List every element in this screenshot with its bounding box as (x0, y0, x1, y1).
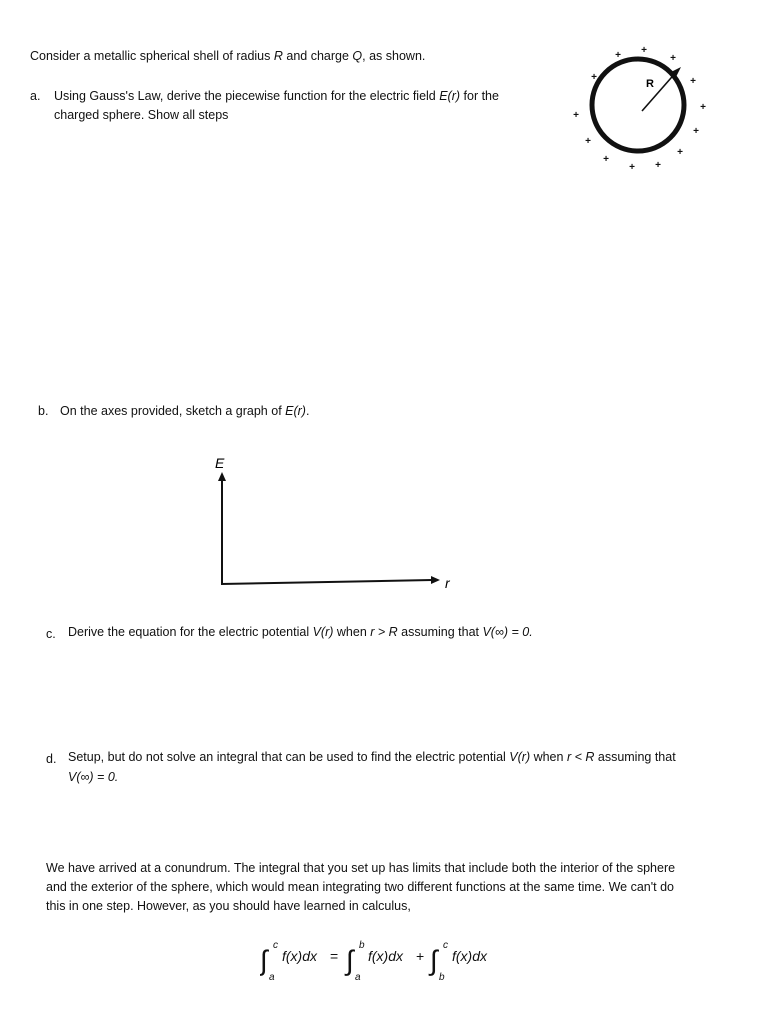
part-d-label: d. (46, 752, 57, 766)
part-c-func: V(r) (312, 625, 334, 639)
part-a-l1-pre: Using Gauss's Law, derive the piecewise function for the electric field (54, 89, 440, 103)
sphere-shell (592, 59, 684, 151)
charge-plus: + (629, 162, 635, 173)
x-axis (221, 580, 432, 584)
part-d-condition: r < R (566, 750, 595, 764)
charge-plus: + (670, 53, 676, 64)
closing-line-1: We have arrived at a conundrum. The integral that you set up has limits that include both the interior of the sphere (46, 861, 676, 875)
charge-plus: + (655, 160, 661, 171)
charge-plus: + (677, 147, 683, 158)
y-axis-arrowhead (218, 472, 226, 481)
part-c-condition: r > R (370, 625, 398, 639)
charge-plus: + (585, 136, 591, 147)
part-c-boundary: V(∞) = 0. (482, 625, 533, 639)
upper-limit: c (443, 940, 448, 951)
part-a-line-1 (54, 88, 499, 105)
intro-mid: and charge (282, 49, 353, 63)
integrand: f(x)dx (452, 948, 487, 964)
charge-plus: + (591, 72, 597, 83)
charge-plus: + (700, 102, 706, 113)
intro-pre: Consider a metallic spherical shell of radius (30, 49, 274, 63)
part-c-mid: when (333, 625, 371, 639)
graph-axes (200, 450, 460, 595)
part-a-l1-post: for the (460, 89, 499, 103)
intro-radius-symbol: R (273, 49, 283, 63)
x-axis-label: r (445, 575, 450, 591)
upper-limit: c (273, 940, 278, 951)
part-d-line-1 (68, 749, 676, 766)
part-d-l1-pre: Setup, but do not solve an integral that can be used to find the electric potential (68, 750, 510, 764)
part-b-func: E(r) (285, 404, 306, 418)
y-axis-label: E (215, 455, 225, 471)
part-a-func: E(r) (439, 89, 461, 103)
part-b-pre: On the axes provided, sketch a graph of (60, 404, 286, 418)
intro-post: , as shown. (362, 49, 426, 63)
part-c-line (68, 624, 533, 641)
charge-plus: + (615, 50, 621, 61)
integrand: f(x)dx (282, 948, 317, 964)
closing-line-2: and the exterior of the sphere, which would mean integrating two different functions at the same time. We can't do (46, 880, 674, 894)
intro-text (30, 48, 425, 65)
part-a-line-2: charged sphere. Show all steps (54, 108, 229, 122)
equals-sign: = (330, 948, 339, 964)
part-d-func: V(r) (509, 750, 531, 764)
part-d-l1-mid: when (530, 750, 567, 764)
radius-line (642, 70, 678, 111)
closing-line-3: this in one step. However, as you should have learned in calculus, (46, 899, 411, 913)
part-b-label: b. (38, 404, 49, 418)
part-a-label: a. (30, 89, 41, 103)
integral-sign: ∫ (260, 945, 268, 976)
part-d-line-2: V(∞) = 0. (68, 770, 119, 784)
charge-plus: + (690, 76, 696, 87)
part-d-l1-post: assuming that (594, 750, 676, 764)
charge-plus: + (641, 45, 647, 56)
part-c-pre: Derive the equation for the electric potential (68, 625, 313, 639)
integral-sign: ∫ (346, 945, 354, 976)
charged-sphere-diagram (560, 40, 720, 175)
intro-charge-symbol: Q (352, 49, 363, 63)
lower-limit: b (439, 972, 445, 983)
radius-label: R (646, 78, 654, 90)
charge-plus: + (573, 110, 579, 121)
part-c-label: c. (46, 627, 56, 641)
part-b-line (60, 403, 309, 420)
lower-limit: a (269, 972, 275, 983)
lower-limit: a (355, 972, 361, 983)
charge-plus: + (603, 154, 609, 165)
upper-limit: b (359, 940, 365, 951)
integral-equation (260, 936, 560, 986)
charge-plus: + (693, 126, 699, 137)
x-axis-arrowhead (431, 576, 440, 584)
integrand: f(x)dx (368, 948, 403, 964)
integral-sign: ∫ (430, 945, 438, 976)
part-c-mid2: assuming that (397, 625, 483, 639)
plus-sign: + (416, 948, 425, 964)
part-b-post: . (305, 404, 310, 418)
